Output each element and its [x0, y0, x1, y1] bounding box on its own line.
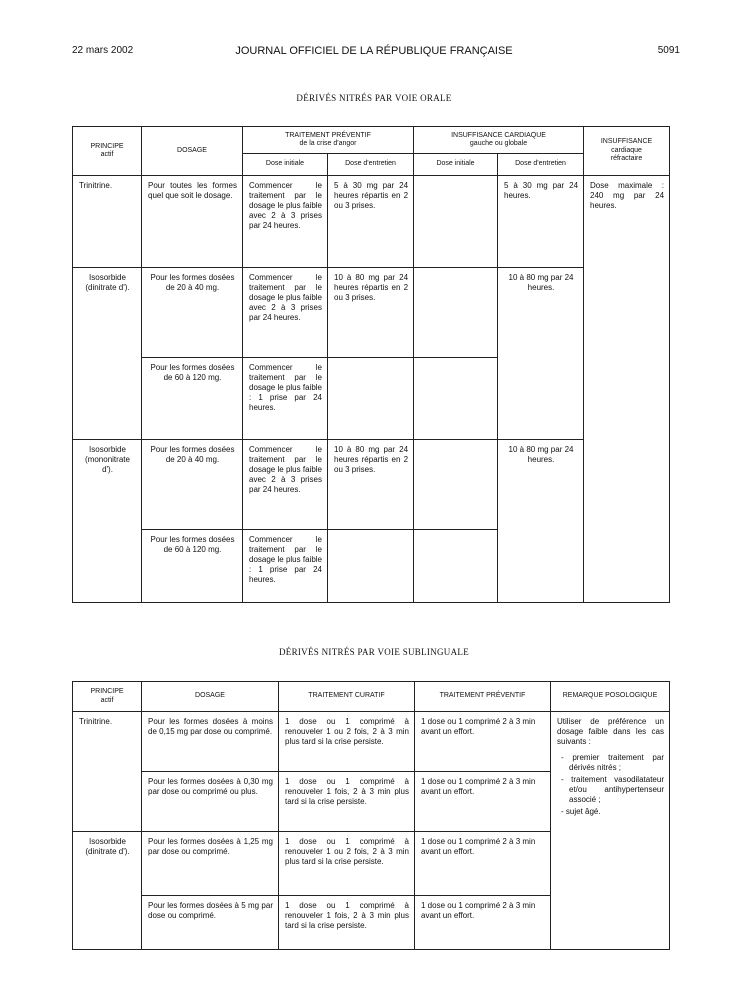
prev-initiale-cell: Commencer le traitement par le dosage le plus faible avec 2 à 3 prises par 24 heures. — [249, 273, 322, 322]
table-row — [73, 712, 670, 772]
prev-entretien-cell: 10 à 80 mg par 24 heures répartis en 2 ou 3 prises. — [334, 273, 409, 302]
col-principe-sub: actif — [100, 696, 114, 704]
dosage-cell: Pour les formes dosées à 1,25 mg par dose ou comprimé. — [148, 837, 273, 856]
curatif-cell: 1 dose ou 1 comprimé à renouveler 1 ou 2 fois, 2 à 3 min plus tard si la crise persiste. — [285, 837, 409, 866]
col-dosage: DOSAGE — [142, 127, 243, 176]
dosage-cell: Pour les formes dosées à moins de 0,15 mg par dose ou comprimé. — [148, 717, 273, 736]
prev-entretien-cell: 10 à 80 mg par 24 heures répartis en 2 ou 3 prises. — [334, 445, 409, 474]
col-refractaire-sub2: réfractaire — [610, 155, 643, 163]
list-item: - premier traitement par dérivés nitrés ; — [561, 753, 664, 772]
col-preventif-sub: de la crise d'angor — [299, 140, 357, 147]
col-principe-sub: actif — [100, 151, 114, 158]
list-item: - sujet âgé. — [561, 807, 601, 816]
prev-entretien-cell — [328, 530, 413, 538]
principe-cell: Trinitrine. — [79, 181, 113, 190]
ic-initiale-cell — [414, 530, 497, 538]
col-refractaire-sub1: cardiaque — [611, 146, 642, 154]
ic-entretien-cell: 5 à 30 mg par 24 heures. — [504, 181, 579, 200]
col-preventif — [243, 127, 414, 154]
journal-title: JOURNAL OFFICIEL DE LA RÉPUBLIQUE FRANÇAISE — [235, 45, 513, 57]
dosage-cell: Pour les formes dosées à 0,30 mg par dose ou comprimé ou plus. — [148, 777, 273, 796]
col-dosage: DOSAGE — [142, 682, 279, 712]
ic-initiale-cell — [414, 358, 497, 366]
col-refractaire-label: INSUFFISANCE — [600, 138, 653, 146]
dosage-cell: Pour toutes les formes quel que soit le dosage. — [148, 181, 237, 200]
oral-table — [72, 126, 670, 603]
prev-entretien-cell: 5 à 30 mg par 24 heures répartis en 2 ou 3 prises. — [334, 181, 409, 210]
table-row — [73, 440, 670, 530]
table-row — [73, 268, 670, 358]
col-preventif-label: TRAITEMENT PRÉVENTIF — [285, 131, 371, 139]
col-principe-label: PRINCIPE — [90, 142, 124, 150]
curatif-cell: 1 dose ou 1 comprimé à renouveler 1 fois, 2 à 3 min plus tard si la crise persiste. — [285, 777, 409, 806]
col-prev-dose-initiale: Dose initiale — [243, 154, 328, 176]
prev-entretien-cell — [328, 358, 413, 366]
remarque-intro: Utiliser de préférence un dosage faible dans les cas suivants : — [557, 717, 664, 746]
curatif-cell: 1 dose ou 1 comprimé à renouveler 1 ou 2 fois, 2 à 3 min plus tard si la crise persiste. — [285, 717, 409, 746]
page-number: 5091 — [657, 45, 680, 56]
dosage-cell: Pour les formes dosées à 5 mg par dose ou comprimé. — [148, 901, 273, 920]
prev-initiale-cell: Commencer le traitement par le dosage le plus faible avec 2 à 3 prises par 24 heures. — [249, 445, 322, 494]
remarque-list — [557, 753, 664, 817]
ic-entretien-cell: 10 à 80 mg par 24 heures. — [508, 445, 574, 464]
ic-entretien-cell: 10 à 80 mg par 24 heures. — [508, 273, 574, 292]
col-principe — [73, 682, 142, 712]
col-refractaire — [584, 127, 670, 176]
dosage-cell: Pour les formes dosées de 20 à 40 mg. — [150, 273, 235, 292]
principe-cell: Isosorbide (dinitrate d'). — [85, 273, 130, 292]
oral-section-title: DÉRIVÉS NITRÉS PAR VOIE ORALE — [296, 93, 452, 103]
preventif-cell: 1 dose ou 1 comprimé 2 à 3 min avant un effort. — [421, 901, 536, 920]
col-curatif: TRAITEMENT CURATIF — [279, 682, 415, 712]
col-insuffisance-sub: gauche ou globale — [469, 140, 528, 147]
curatif-cell: 1 dose ou 1 comprimé à renouveler 1 fois, 2 à 3 min plus tard si la crise persiste. — [285, 901, 409, 930]
col-prev-dose-entretien: Dose d'entretien — [328, 154, 414, 176]
refractaire-cell: Dose maximale : 240 mg par 24 heures. — [590, 181, 665, 210]
principe-cell: Isosorbide (mononitrate d'). — [85, 445, 130, 474]
col-ic-dose-initiale: Dose initiale — [414, 154, 498, 176]
remarque-cell — [551, 712, 669, 822]
col-principe — [73, 127, 142, 176]
prev-initiale-cell: Commencer le traitement par le dosage le plus faible avec 2 à 3 prises par 24 heures. — [249, 181, 322, 230]
col-preventif: TRAITEMENT PRÉVENTIF — [415, 682, 551, 712]
preventif-cell: 1 dose ou 1 comprimé 2 à 3 min avant un effort. — [421, 837, 536, 856]
principe-cell: Isosorbide (dinitrate d'). — [85, 837, 130, 856]
col-remarque: REMARQUE POSOLOGIQUE — [551, 682, 670, 712]
sublingual-section-title: DÉRIVÉS NITRÉS PAR VOIE SUBLINGUALE — [278, 647, 469, 657]
col-ic-dose-entretien: Dose d'entretien — [498, 154, 584, 176]
col-principe-label: PRINCIPE — [90, 688, 124, 696]
ic-initiale-cell — [414, 268, 497, 276]
sublingual-table — [72, 681, 670, 950]
col-insuffisance-label: INSUFFISANCE CARDIAQUE — [451, 131, 546, 139]
list-item: - traitement vasodilatateur et/ou antihypertenseur associé ; — [561, 775, 664, 804]
preventif-cell: 1 dose ou 1 comprimé 2 à 3 min avant un effort. — [421, 717, 536, 736]
dosage-cell: Pour les formes dosées de 60 à 120 mg. — [150, 363, 235, 382]
col-insuffisance — [414, 127, 584, 154]
ic-initiale-cell — [414, 440, 497, 448]
dosage-cell: Pour les formes dosées de 20 à 40 mg. — [150, 445, 235, 464]
prev-initiale-cell: Commencer le traitement par le dosage le plus faible : 1 prise par 24 heures. — [249, 535, 322, 584]
publication-date: 22 mars 2002 — [72, 45, 134, 56]
ic-initiale-cell — [414, 176, 497, 184]
preventif-cell: 1 dose ou 1 comprimé 2 à 3 min avant un effort. — [421, 777, 536, 796]
table-row — [73, 176, 670, 268]
principe-cell: Trinitrine. — [79, 717, 113, 726]
dosage-cell: Pour les formes dosées de 60 à 120 mg. — [150, 535, 235, 554]
prev-initiale-cell: Commencer le traitement par le dosage le plus faible : 1 prise par 24 heures. — [249, 363, 322, 412]
